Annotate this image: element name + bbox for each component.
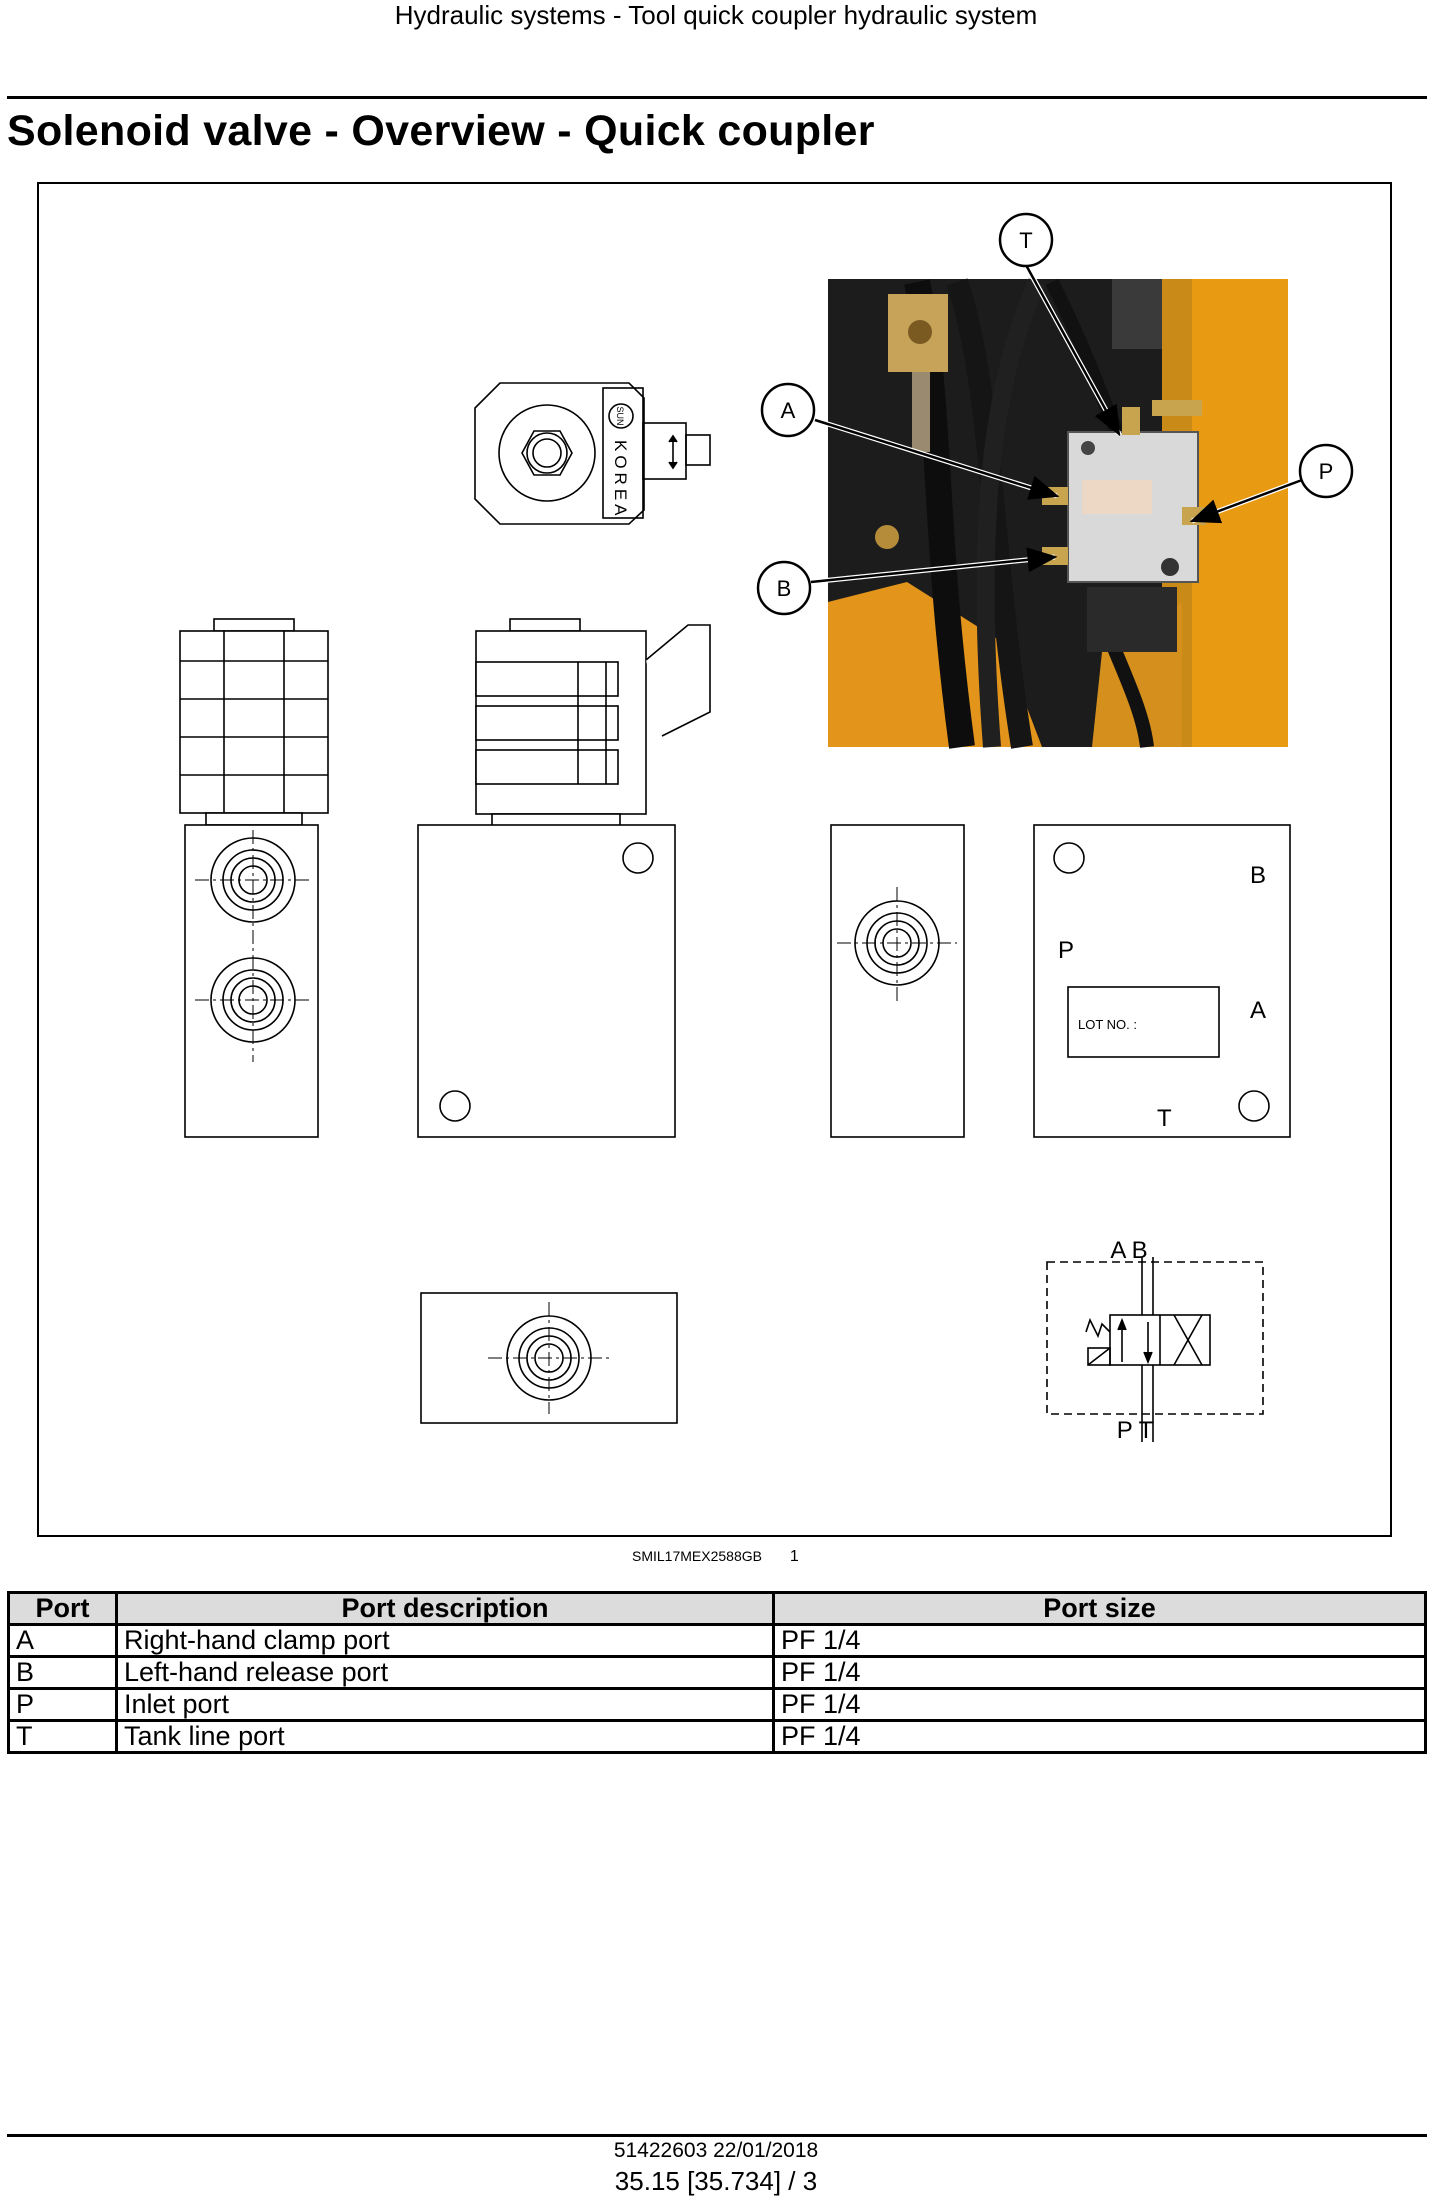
face-label-B: B xyxy=(1250,862,1267,889)
cell-size: PF 1/4 xyxy=(774,1657,1426,1689)
port-table xyxy=(7,1591,1427,1754)
table-row xyxy=(9,1721,1426,1753)
solenoid-valve-drawing xyxy=(39,184,1394,1539)
cell-size: PF 1/4 xyxy=(774,1721,1426,1753)
face-label-T: T xyxy=(1157,1105,1172,1132)
figure-caption xyxy=(632,1548,799,1566)
figure-code: SMIL17MEX2588GB xyxy=(632,1548,762,1564)
lot-label: LOT NO. : xyxy=(1078,1017,1137,1032)
cell-size: PF 1/4 xyxy=(774,1689,1426,1721)
cell-description: Tank line port xyxy=(117,1721,774,1753)
table-header-row xyxy=(9,1593,1426,1625)
coil-marking: KOREA xyxy=(611,440,630,520)
symbol-label-AB: A B xyxy=(1110,1237,1148,1264)
callout-T xyxy=(1000,214,1052,266)
callout-label: P xyxy=(1318,459,1334,484)
column-header-port: Port xyxy=(9,1593,117,1625)
cell-description: Left-hand release port xyxy=(117,1657,774,1689)
valve-left-view xyxy=(180,619,328,1137)
column-header-size: Port size xyxy=(774,1593,1426,1625)
hydraulic-symbol xyxy=(1047,1257,1263,1442)
callout-P xyxy=(1300,445,1352,497)
callout-label: T xyxy=(1019,228,1033,253)
cell-port: P xyxy=(9,1689,117,1721)
footer-doc-id: 51422603 22/01/2018 xyxy=(613,2139,819,2162)
figure-frame xyxy=(37,182,1392,1537)
column-header-description: Port description xyxy=(117,1593,774,1625)
coil-top-view xyxy=(475,383,710,524)
callout-label: A xyxy=(780,398,796,423)
coil-logo: SUN xyxy=(615,406,625,426)
footer-rule xyxy=(7,2134,1427,2137)
cell-description: Inlet port xyxy=(117,1689,774,1721)
table-row xyxy=(9,1625,1426,1657)
face-label-P: P xyxy=(1058,937,1075,964)
callout-B xyxy=(758,562,810,614)
cell-size: PF 1/4 xyxy=(774,1625,1426,1657)
page-title: Solenoid valve - Overview - Quick coupler xyxy=(7,107,875,155)
face-label-A: A xyxy=(1250,997,1267,1024)
callout-A xyxy=(762,384,814,436)
cell-port: T xyxy=(9,1721,117,1753)
figure-number: 1 xyxy=(789,1548,799,1565)
table-row xyxy=(9,1689,1426,1721)
cell-port: A xyxy=(9,1625,117,1657)
valve-front-view xyxy=(418,619,710,1137)
cell-description: Right-hand clamp port xyxy=(117,1625,774,1657)
running-head: Hydraulic systems - Tool quick coupler hydraulic system xyxy=(394,0,1038,30)
header-rule xyxy=(7,96,1427,99)
callout-label: B xyxy=(776,576,792,601)
symbol-label-PT: P T xyxy=(1116,1417,1154,1444)
footer-page-number: 35.15 [35.734] / 3 xyxy=(614,2166,818,2196)
cell-port: B xyxy=(9,1657,117,1689)
table-row xyxy=(9,1657,1426,1689)
